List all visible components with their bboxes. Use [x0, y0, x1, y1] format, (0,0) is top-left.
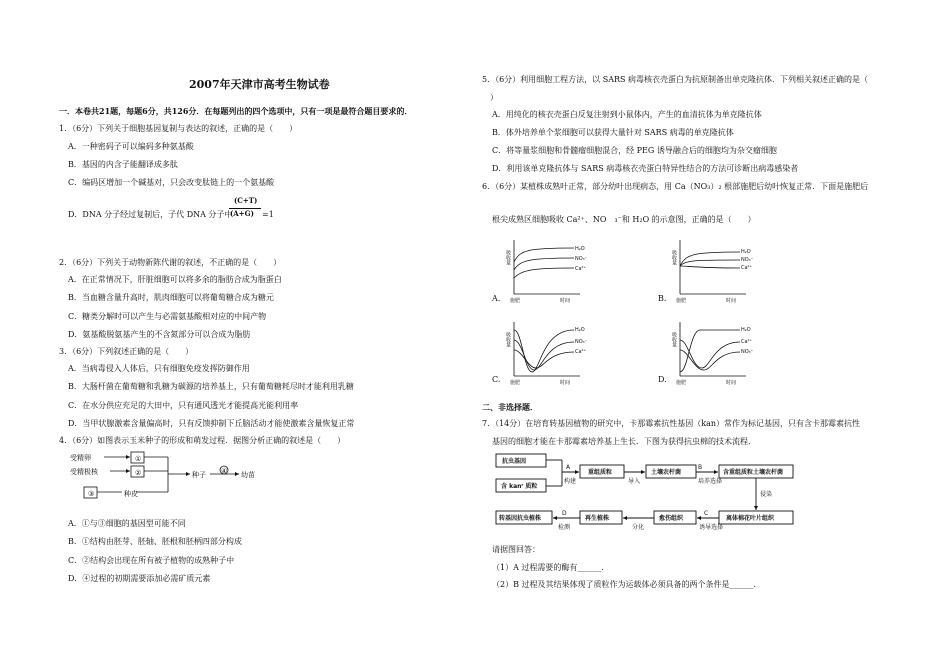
q1-stem: 1．（6分）下列关于细胞基因复制与表达的叙述，正确的是（ ）: [59, 124, 298, 133]
q6-graph-b: [671, 236, 774, 306]
flow-label-import: 导入: [628, 478, 641, 485]
q6-stem: 6．（6分）某植株成熟叶正常，部分幼叶出现病态，用 Ca（NO₃）₂ 根部施肥后幼叶恢复正常．下面是施肥后: [482, 182, 869, 191]
q7-flow-diagram: [494, 450, 794, 536]
q6-a-h2o: H₂O: [575, 246, 585, 252]
q2-option-b: B．当血糖含量升高时，肌肉细胞可以将葡萄糖合成为糖元: [68, 293, 274, 302]
q6-d-ca: Ca²⁺: [741, 339, 753, 345]
q6-c-ylabel: 吸收量: [505, 332, 511, 347]
q6-option-b: B.: [658, 294, 667, 303]
q6-d-xstart: 施肥: [676, 380, 687, 386]
q4-seed-diagram: [68, 450, 278, 502]
q6-a-no3: NO₃⁻: [575, 256, 588, 262]
q6-b-xtime: 时间: [726, 298, 737, 304]
q5-option-a: A．用纯化的核衣壳蛋白反复注射到小鼠体内，产生的血清抗体为单克隆抗体: [492, 110, 762, 119]
q1-fraction-numerator: (C+T): [234, 196, 258, 205]
q6-b-no3: NO₃⁻: [741, 257, 754, 263]
q5-option-d: D．利用该单克隆抗体与 SARS 病毒核衣壳蛋白特异性结合的方法可诊断出病毒感染者: [492, 164, 799, 173]
flow-label-differentiate: 分化: [632, 524, 645, 531]
flow-label-infect: 侵染: [760, 491, 773, 498]
q4-seedling-label: 幼苗: [241, 471, 255, 479]
q3-option-b: B．大肠杆菌在葡萄糖和乳糖为碳源的培养基上，只有葡萄糖耗尽时才能利用乳糖: [68, 382, 354, 391]
q5-stem: 5．（6分）利用细胞工程方法，以 SARS 病毒核衣壳蛋白为抗原制备出单克隆抗体．下列相关叙述正确的是（: [482, 75, 869, 84]
q6-b-ylabel: 吸收量: [671, 250, 677, 265]
q7-stem: 7．（14分）在培育转基因植物的研究中，卡那霉素抗性基因（kan）常作为标记基因，只有含卡那霉素抗性: [482, 419, 861, 428]
flow-recomb: 重组质粒: [588, 469, 613, 476]
q3-stem: 3．（6分）下列叙述正确的是（ ）: [59, 347, 194, 356]
q1-option-d: D．DNA 分子经过复制后，子代 DNA 分子中: [68, 210, 233, 219]
q6-stem-cont: 根尖成熟区细胞吸收 Ca²⁺、NO ₃⁻和 H₂O 的示意图，正确的是（ ）: [492, 215, 756, 224]
q7-ask: 请据图回答：: [492, 545, 540, 554]
q6-graph-d: [671, 318, 774, 388]
flow-label-D: D: [562, 510, 567, 517]
q5-stem-cont: ）: [490, 93, 498, 102]
q4-box1-label: ①: [135, 455, 142, 463]
q5-option-b: B．体外培养单个浆细胞可以获得大量针对 SARS 病毒的单克隆抗体: [492, 128, 734, 137]
q4-option-a: A．①与③细胞的基因型可能不同: [68, 519, 186, 528]
flow-label-detect: 检测: [558, 524, 571, 531]
right-column: [470, 0, 950, 671]
flow-label-culture: 培养选择: [698, 478, 723, 485]
q6-a-ylabel: 吸收量: [505, 250, 511, 265]
q4-coat-label: 种皮: [124, 490, 138, 498]
flow-kan-plasmid: 含 kanʳ 质粒: [501, 483, 538, 490]
q4-sperm-label: 受精卵: [70, 454, 91, 462]
q2-option-c: C．糖类分解时可以产生与必需氨基酸相对应的中间产物: [68, 312, 267, 321]
q3-option-a: A．当病毒侵入人体后，只有细胞免疫发挥防御作用: [68, 364, 250, 373]
flow-agro: 土壤农杆菌: [651, 469, 682, 476]
q6-b-xstart: 施肥: [676, 298, 687, 304]
q3-option-c: C．在水分供应充足的大田中，只有通风透光才能提高光能利用率: [68, 401, 299, 410]
q6-c-ca: Ca²⁺: [575, 349, 587, 355]
q7-sub2: （2）B 过程及其结果体现了质粒作为运载体必须具备的两个条件是______．: [492, 580, 762, 589]
q1-fraction-denominator: (A+G): [230, 209, 254, 218]
q6-d-no3: NO₃⁻: [741, 349, 754, 355]
q7-sub1: （1）A 过程需要的酶有______．: [492, 563, 610, 572]
q6-a-xtime: 时间: [560, 298, 571, 304]
q2-option-d: D．氨基酸脱氨基产生的不含氮部分可以合成为脂肪: [68, 330, 251, 339]
q7-stem-cont: 基因的细胞才能在卡那霉素培养基上生长．下图为获得抗虫棉的技术流程．: [492, 437, 756, 446]
q6-d-ylabel: 吸收量: [671, 332, 677, 347]
q1-option-a: A．一种密码子可以编码多种氨基酸: [68, 142, 194, 151]
left-column: [0, 0, 470, 671]
q6-c-xtime: 时间: [560, 380, 571, 386]
q4-germ-label: ④: [221, 467, 228, 475]
q1-option-c: C．编码区增加一个碱基对，只会改变肽链上的一个氨基酸: [68, 178, 275, 187]
q6-d-xtime: 时间: [726, 380, 737, 386]
q4-stem: 4．（6分）如图表示玉米种子的形成和萌发过程．据图分析正确的叙述是（ ）: [59, 436, 346, 445]
q6-option-a: A.: [492, 294, 501, 303]
section1-heading: 一．本卷共21题，每题6分，共126分．在每题列出的四个选项中，只有一项是最符合题目要求的．: [59, 106, 413, 116]
q6-c-no3: NO₃⁻: [575, 339, 588, 345]
flow-insect-gene: 抗虫基因: [502, 458, 527, 465]
flow-label-A: A: [566, 464, 571, 471]
q6-option-c: C.: [492, 375, 501, 384]
q6-graph-c: [505, 318, 608, 388]
q4-box2-label: ②: [135, 469, 142, 477]
q6-b-h2o: H₂O: [741, 249, 751, 255]
q6-option-d: D.: [658, 375, 667, 384]
flow-label-induce: 诱导选择: [699, 524, 724, 531]
q4-option-c: C．②结构会出现在所有被子植物的成熟种子中: [68, 556, 235, 565]
flow-leaf: 离体棉花叶片组织: [726, 515, 775, 522]
section2-heading: 二、非选择题．: [482, 402, 538, 412]
q6-a-xstart: 施肥: [510, 298, 521, 304]
flow-regen: 再生植株: [585, 515, 610, 522]
q4-option-b: B．①结构由胚芽、胚轴、胚根和胚柄四部分构成: [68, 537, 242, 546]
q6-b-ca: Ca²⁺: [741, 265, 753, 271]
flow-recomb-agro: 含重组质粒土壤农杆菌: [723, 469, 784, 476]
q6-c-xstart: 施肥: [510, 380, 521, 386]
q4-option-d: D．④过程的初期需要添加必需矿质元素: [68, 574, 211, 583]
q6-graph-a: [505, 236, 608, 306]
q5-option-c: C．将等量浆细胞和骨髓瘤细胞混合，经 PEG 诱导融合后的细胞均为杂交瘤细胞: [492, 146, 777, 155]
q6-a-ca: Ca²⁺: [575, 266, 587, 272]
flow-label-construct: 构建: [564, 478, 577, 485]
flow-label-C: C: [704, 510, 709, 517]
flow-callus: 愈伤组织: [659, 515, 684, 522]
q1-option-d-suffix: =1: [262, 210, 274, 219]
flow-label-B: B: [698, 464, 703, 471]
q4-polar-label: 受精极核: [70, 468, 98, 476]
q6-c-h2o: H₂O: [575, 327, 585, 333]
flow-transgenic: 转基因抗虫植株: [499, 515, 542, 522]
q2-option-a: A．在正常情况下，肝脏细胞可以将多余的脂肪合成为脂蛋白: [68, 275, 282, 284]
q6-d-h2o: H₂O: [741, 327, 751, 333]
q4-box3-label: ③: [88, 490, 95, 498]
q4-seed-label: 种子: [192, 471, 206, 479]
page-title: 2007年天津市高考生物试卷: [189, 78, 330, 91]
q2-stem: 2．（6分）下列关于动物新陈代谢的叙述，不正确的是（ ）: [59, 258, 282, 267]
q1-option-b: B．基因的内含子能翻译成多肽: [68, 160, 178, 169]
q3-option-d: D．当甲状腺激素含量偏高时，只有反馈抑制下丘脑活动才能使激素含量恢复正常: [68, 419, 355, 428]
